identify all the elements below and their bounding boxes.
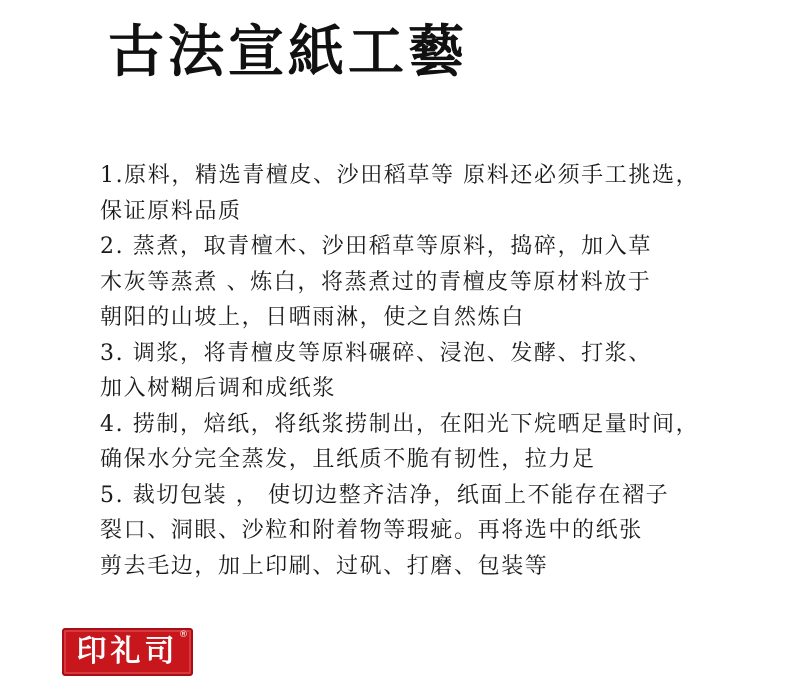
text-line: 朝阳的山坡上，日晒雨淋，使之自然炼白	[100, 305, 525, 330]
brand-seal-logo	[62, 628, 193, 676]
text-line: 加入树糊后调和成纸浆	[100, 376, 337, 401]
text-line: 剪去毛边，加上印刷、过矾、打磨、包装等	[100, 553, 549, 579]
process-description	[100, 158, 720, 584]
text-line: 5. 裁切包装 ， 使切边整齐洁净，纸面上不能存在褶子	[100, 482, 670, 508]
text-line: 1.原料，精选青檀皮、沙田稻草等 原料还必须手工挑选，	[100, 163, 700, 188]
text-line: 确保水分完全蒸发，且纸质不脆有韧性，拉力足	[100, 447, 596, 472]
seal-text: 印礼司	[76, 634, 179, 669]
text-line: 保证原料品质	[100, 198, 242, 224]
page-title: 古法宣紙工藝	[108, 19, 468, 85]
text-line: 裂口、洞眼、沙粒和附着物等瑕疵。再将选中的纸张	[100, 518, 643, 543]
text-line: 3. 调浆，将青檀皮等原料碾碎、浸泡、发酵、打浆、	[100, 340, 652, 366]
text-line: 4. 捞制，焙纸，将纸浆捞制出，在阳光下烷晒足量时间，	[100, 411, 700, 437]
text-line: 木灰等蒸煮 、炼白，将蒸煮过的青檀皮等原材料放于	[100, 269, 652, 295]
registered-mark: ®	[179, 630, 188, 640]
text-line: 2. 蒸煮，取青檀木、沙田稻草等原料，捣碎，加入草	[100, 234, 652, 259]
